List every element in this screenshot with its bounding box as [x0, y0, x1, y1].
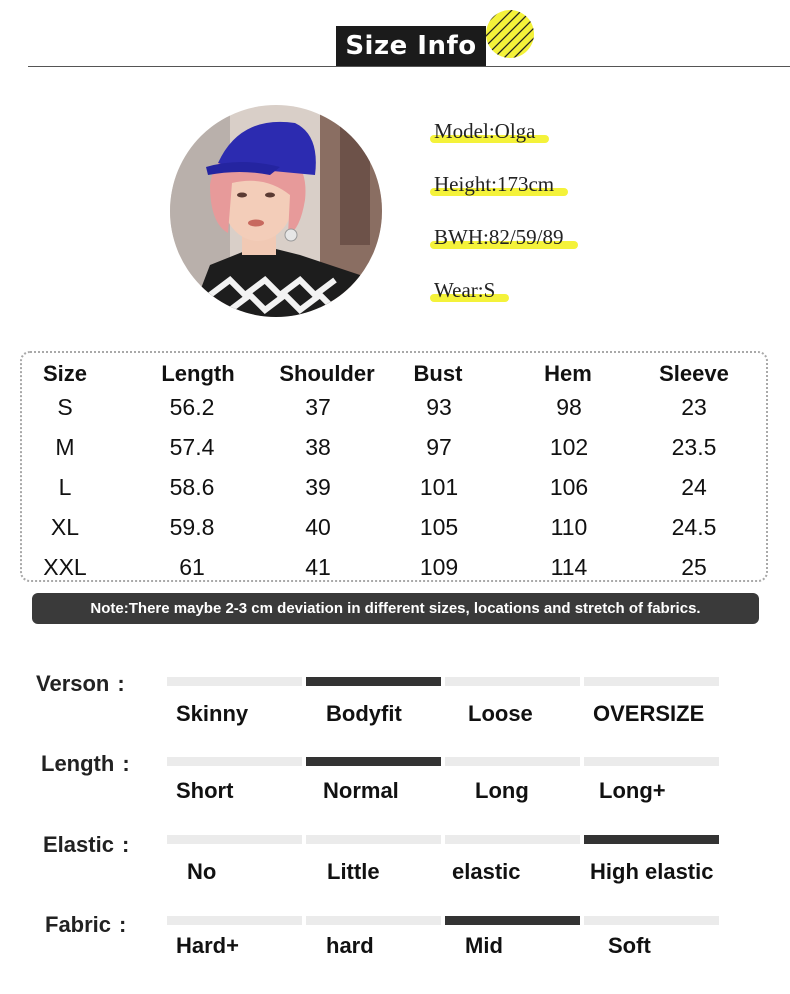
attr-label-length: Length : [41, 751, 130, 776]
table-cell: 110 [550, 514, 588, 540]
table-cell: 98 [556, 394, 582, 420]
scale-bar [445, 757, 580, 766]
option-label: Long+ [599, 778, 666, 803]
table-cell: 105 [419, 514, 459, 540]
scale-bar-selected [306, 757, 441, 766]
table-cell: 106 [549, 474, 589, 500]
scale-bar-selected [445, 916, 580, 925]
col-header-size: Size [42, 361, 88, 386]
col-header-length: Length [161, 361, 235, 386]
col-header-shoulder: Shoulder [279, 361, 375, 386]
table-cell: 38 [305, 434, 331, 460]
attr-label-fabric: Fabric : [45, 912, 127, 937]
option-label: Soft [608, 933, 651, 958]
option-label-selected: Mid [465, 933, 503, 958]
table-cell: 40 [305, 514, 331, 540]
option-label-selected: Normal [323, 778, 399, 803]
scale-bar-selected [306, 677, 441, 686]
col-header-hem: Hem [544, 361, 592, 386]
table-cell: 23 [681, 394, 707, 420]
table-cell: 56.2 [169, 394, 215, 420]
table-cell: 39 [305, 474, 331, 500]
table-cell: 93 [426, 394, 452, 420]
scale-bar [167, 916, 302, 925]
scale-bar [584, 677, 719, 686]
scale-bar [584, 757, 719, 766]
col-header-bust: Bust [413, 361, 463, 386]
model-name: Model:Olga [434, 119, 549, 144]
scale-bar [167, 757, 302, 766]
option-label-selected: High elastic [590, 859, 714, 884]
scale-bar [306, 835, 441, 844]
scale-bar-selected [584, 835, 719, 844]
deviation-note: Note:There maybe 2-3 cm deviation in different sizes, locations and stretch of fabrics. [32, 593, 759, 624]
table-cell: 97 [426, 434, 452, 460]
table-cell: 58.6 [169, 474, 215, 500]
table-cell: 61 [179, 554, 205, 580]
scale-bar [445, 835, 580, 844]
table-cell: S [57, 394, 73, 420]
option-label: Skinny [176, 701, 249, 726]
table-cell: 24.5 [671, 514, 717, 540]
table-cell: 37 [305, 394, 331, 420]
striped-circle-icon [484, 8, 536, 60]
table-cell: 59.8 [169, 514, 215, 540]
table-cell: XXL [43, 554, 87, 580]
table-cell: 102 [549, 434, 589, 460]
scale-bar [167, 677, 302, 686]
option-label: Loose [468, 701, 533, 726]
model-height: Height:173cm [434, 172, 568, 197]
option-label: Hard+ [176, 933, 239, 958]
table-cell: 24 [681, 474, 707, 500]
model-photo [170, 105, 382, 317]
attr-label-verson: Verson : [36, 671, 125, 696]
table-cell: 57.4 [169, 434, 215, 460]
table-cell: 41 [305, 554, 331, 580]
option-label: Little [327, 859, 380, 884]
table-cell: 23.5 [671, 434, 717, 460]
header-divider [28, 66, 790, 67]
option-label: hard [326, 933, 374, 958]
table-cell: 25 [681, 554, 707, 580]
scale-bar [584, 916, 719, 925]
option-label-selected: Bodyfit [326, 701, 402, 726]
table-cell: 114 [550, 554, 588, 580]
model-bwh: BWH:82/59/89 [434, 225, 578, 250]
table-cell: 109 [419, 554, 459, 580]
option-label: No [187, 859, 217, 884]
scale-bar [167, 835, 302, 844]
page-title: Size Info [336, 26, 486, 66]
col-header-sleeve: Sleeve [659, 361, 729, 386]
option-label: elastic [452, 859, 521, 884]
table-cell: L [58, 474, 72, 500]
option-label: Long [475, 778, 529, 803]
option-label: OVERSIZE [593, 701, 705, 726]
option-label: Short [176, 778, 234, 803]
attr-label-elastic: Elastic : [43, 832, 130, 857]
model-wear-size: Wear:S [434, 278, 509, 303]
table-cell: 101 [419, 474, 459, 500]
table-cell: XL [50, 514, 80, 540]
scale-bar [306, 916, 441, 925]
table-cell: M [55, 434, 75, 460]
scale-bar [445, 677, 580, 686]
